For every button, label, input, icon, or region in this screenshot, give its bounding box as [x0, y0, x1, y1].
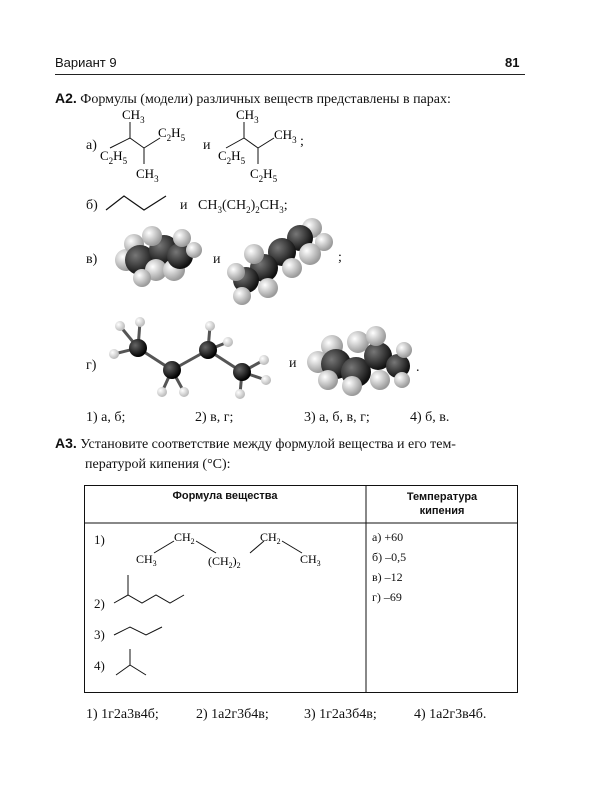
structure-a-left — [100, 100, 200, 186]
table-item-4: 4) — [94, 658, 105, 673]
table-header-temp-2: кипения — [419, 505, 465, 517]
svg-text:C2H5: $C_2H_5$ — [218, 148, 246, 166]
question-a2-number: А2. — [55, 90, 77, 106]
pair-a-and: и — [203, 138, 211, 153]
question-a3 — [55, 433, 525, 475]
temp-a: а) +60 — [372, 530, 404, 544]
pair-g-label: г) — [86, 358, 97, 373]
svg-text:C2H5: $C_2H_5$ — [158, 125, 186, 143]
header-divider — [55, 74, 525, 75]
table-header-temp-1: Температура — [406, 491, 478, 503]
a3-answer-2[interactable]: 2) 1а2г3б4в; — [196, 707, 269, 722]
svg-text:(CH2)2: $(CH_2)_2$ — [208, 554, 241, 570]
a3-answer-4[interactable]: 4) 1а2г3в4б. — [414, 707, 487, 722]
svg-text:CH3: $CH_3$ — [274, 127, 297, 145]
a2-answer-1[interactable]: 1) а, б; — [86, 410, 126, 425]
space-filling-model-g — [304, 322, 414, 398]
ball-and-stick-model — [100, 312, 280, 402]
pair-a-label: а) — [86, 138, 97, 153]
pair-v-label: в) — [86, 252, 98, 267]
temp-v: в) –12 — [372, 570, 403, 584]
svg-text:CH2: $CH_2$ — [174, 530, 195, 546]
a2-answer-4[interactable]: 4) б, в. — [410, 410, 450, 425]
svg-text:CH3: $CH_3$ — [122, 107, 145, 125]
a3-answer-1[interactable]: 1) 1г2а3в4б; — [86, 707, 159, 722]
svg-text:CH3: $CH_3$ — [136, 552, 157, 568]
pair-b-and: и — [180, 198, 188, 213]
page-number: 81 — [505, 55, 520, 70]
space-filling-model-left — [104, 220, 204, 290]
table-header-formula: Формула вещества — [172, 490, 278, 502]
a3-answer-3[interactable]: 3) 1г2а3б4в; — [304, 707, 377, 722]
question-a3-line1: Установите соответствие между формулой вещества и его тем- — [80, 437, 456, 452]
skeletal-butane — [104, 192, 172, 214]
pair-a-end: ; — [300, 134, 304, 149]
pair-g-and: и — [289, 356, 297, 371]
svg-text:CH2: $CH_2$ — [260, 530, 281, 546]
question-a3-line2: пературой кипения (°С): — [85, 457, 231, 472]
pair-v-and: и — [213, 252, 221, 267]
structure-a-right — [218, 100, 313, 186]
svg-text:CH3: $CH_3$ — [236, 107, 259, 125]
table-item-1: 1) — [94, 532, 105, 547]
structure-hexane — [136, 530, 321, 570]
svg-text:CH3: $CH_3$ — [300, 552, 321, 568]
table-item-3: 3) — [94, 627, 105, 642]
question-a3-number: А3. — [55, 435, 77, 451]
a2-answer-3[interactable]: 3) а, б, в, г; — [304, 410, 370, 425]
space-filling-model-right — [226, 216, 334, 306]
pair-b-label: б) — [86, 198, 98, 213]
svg-text:C2H5: $C_2H_5$ — [100, 148, 128, 166]
temp-b: б) –0,5 — [372, 550, 407, 564]
header-variant: Вариант 9 — [55, 55, 117, 70]
a2-answer-2[interactable]: 2) в, г; — [195, 410, 234, 425]
formula-butane: $CH_3(CH_2)_2CH_3$; — [198, 198, 288, 215]
temp-g: г) –69 — [372, 590, 402, 604]
pair-g-end: . — [416, 360, 420, 375]
svg-text:C2H5: $C_2H_5$ — [250, 166, 278, 184]
question-a2-text: Формулы (модели) различных веществ представлены в парах: — [80, 92, 451, 107]
pair-v-end: ; — [338, 250, 342, 265]
table-item-2: 2) — [94, 596, 105, 611]
svg-text:CH3: $CH_3$ — [136, 166, 159, 184]
